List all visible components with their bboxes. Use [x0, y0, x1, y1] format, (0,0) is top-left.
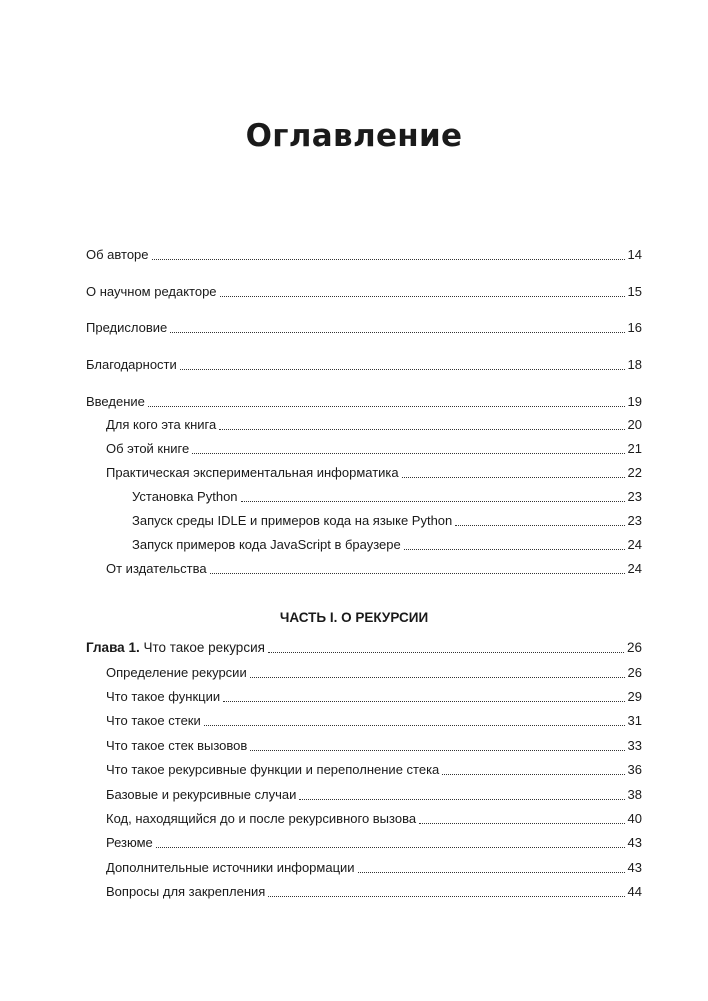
- toc-entry-label: Для кого эта книга: [106, 417, 217, 432]
- toc-entry-label: Базовые и рекурсивные случаи: [106, 787, 297, 802]
- dot-leader: [148, 406, 625, 407]
- page-title: Оглавление: [245, 118, 463, 154]
- dot-leader: [442, 774, 624, 775]
- toc-entry-page: 24: [627, 537, 642, 552]
- dot-leader: [223, 701, 624, 702]
- chapter-title: Что такое рекурсия: [143, 640, 265, 655]
- toc-entry-page: 21: [627, 441, 642, 456]
- toc-entry-page: 24: [627, 561, 642, 576]
- toc-entry-label: Что такое стеки: [106, 713, 201, 728]
- dot-leader: [358, 872, 625, 873]
- dot-leader: [250, 677, 625, 678]
- toc-entry-acknowledgements[interactable]: [86, 355, 642, 373]
- toc-entry-label: Об этой книге: [106, 441, 190, 456]
- dot-leader: [419, 823, 624, 824]
- toc-entry-chapter-1[interactable]: [86, 638, 642, 656]
- toc-entry-label: Вопросы для закрепления: [106, 884, 266, 899]
- toc-entry-page: 40: [627, 811, 642, 826]
- toc-entry-label: Что такое стек вызовов: [106, 738, 248, 753]
- toc-entry-practical-cs[interactable]: [106, 463, 642, 481]
- toc-entry-page: 15: [627, 284, 642, 299]
- toc-entry-page: 23: [627, 489, 642, 504]
- toc-entry-label: Код, находящийся до и после рекурсивного вызова: [106, 811, 417, 826]
- toc-entry-page: 33: [627, 738, 642, 753]
- toc-entry-recursive-functions[interactable]: [106, 760, 642, 778]
- toc-entry-page: 43: [627, 835, 642, 850]
- dot-leader: [268, 652, 624, 653]
- dot-leader: [241, 501, 625, 502]
- toc-entry-practice-questions[interactable]: [106, 882, 642, 900]
- dot-leader: [404, 549, 625, 550]
- toc-entry-recursion-definition[interactable]: [106, 663, 642, 681]
- dot-leader: [299, 799, 624, 800]
- toc-entry-label: Резюме: [106, 835, 153, 850]
- toc-entry-label: От издательства: [106, 561, 207, 576]
- dot-leader: [152, 259, 625, 260]
- toc-entry-label: Установка Python: [132, 489, 238, 504]
- toc-entry-page: 43: [627, 860, 642, 875]
- toc-entry-page: 36: [627, 762, 642, 777]
- toc-chapter-label: [86, 640, 265, 656]
- toc-entry-label: Что такое функции: [106, 689, 221, 704]
- toc-entry-page: 16: [627, 320, 642, 335]
- dot-leader: [156, 847, 625, 848]
- toc-entry-page: 26: [626, 640, 642, 655]
- dot-leader: [180, 369, 625, 370]
- toc-entry-page: 19: [627, 394, 642, 409]
- toc-entry-page: 18: [627, 357, 642, 372]
- toc-entry-label: Определение рекурсии: [106, 665, 247, 680]
- toc-entry-label: Запуск примеров кода JavaScript в браузере: [132, 537, 401, 552]
- toc-entry-about-author[interactable]: [86, 245, 642, 263]
- toc-entry-code-before-after[interactable]: [106, 809, 642, 827]
- toc-entry-call-stack[interactable]: [106, 736, 642, 754]
- dot-leader: [204, 725, 625, 726]
- dot-leader: [219, 429, 624, 430]
- toc-entry-label: Благодарности: [86, 357, 177, 372]
- toc-entry-run-javascript[interactable]: [132, 535, 642, 553]
- toc-entry-science-editor[interactable]: [86, 282, 642, 300]
- toc-entry-page: 14: [627, 247, 642, 262]
- toc-entry-foreword[interactable]: [86, 318, 642, 336]
- toc-entry-label: Введение: [86, 394, 145, 409]
- toc-entry-further-reading[interactable]: [106, 858, 642, 876]
- toc-entry-run-idle[interactable]: [132, 511, 642, 529]
- toc-entry-page: 38: [627, 787, 642, 802]
- toc-entry-label: Предисловие: [86, 320, 168, 335]
- toc-entry-page: 26: [627, 665, 642, 680]
- toc-entry-label: Дополнительные источники информации: [106, 860, 355, 875]
- toc-entry-page: 20: [627, 417, 642, 432]
- toc-entry-page: 23: [627, 513, 642, 528]
- toc-entry-page: 44: [627, 884, 642, 899]
- toc-entry-label: Об авторе: [86, 247, 149, 262]
- toc-entry-audience[interactable]: [106, 415, 642, 433]
- toc-entry-label: Практическая экспериментальная информатика: [106, 465, 399, 480]
- toc-entry-label: Запуск среды IDLE и примеров кода на языке Python: [132, 513, 453, 528]
- part-heading: ЧАСТЬ I. О РЕКУРСИИ: [279, 610, 429, 625]
- dot-leader: [402, 477, 625, 478]
- chapter-prefix: Глава 1.: [86, 640, 140, 655]
- toc-entry-about-book[interactable]: [106, 439, 642, 457]
- toc-entry-page: 22: [627, 465, 642, 480]
- toc-entry-label: Что такое рекурсивные функции и переполнение стека: [106, 762, 440, 777]
- toc-entry-stacks[interactable]: [106, 711, 642, 729]
- toc-entry-summary[interactable]: [106, 833, 642, 851]
- toc-entry-functions[interactable]: [106, 687, 642, 705]
- toc-entry-publisher[interactable]: [106, 559, 642, 577]
- toc-entry-base-cases[interactable]: [106, 785, 642, 803]
- dot-leader: [268, 896, 624, 897]
- dot-leader: [192, 453, 624, 454]
- toc-entry-introduction[interactable]: [86, 392, 642, 410]
- toc-entry-label: О научном редакторе: [86, 284, 217, 299]
- toc-entry-page: 29: [627, 689, 642, 704]
- dot-leader: [170, 332, 624, 333]
- dot-leader: [210, 573, 625, 574]
- dot-leader: [220, 296, 625, 297]
- dot-leader: [250, 750, 624, 751]
- dot-leader: [455, 525, 624, 526]
- toc-entry-install-python[interactable]: [132, 487, 642, 505]
- toc-entry-page: 31: [627, 713, 642, 728]
